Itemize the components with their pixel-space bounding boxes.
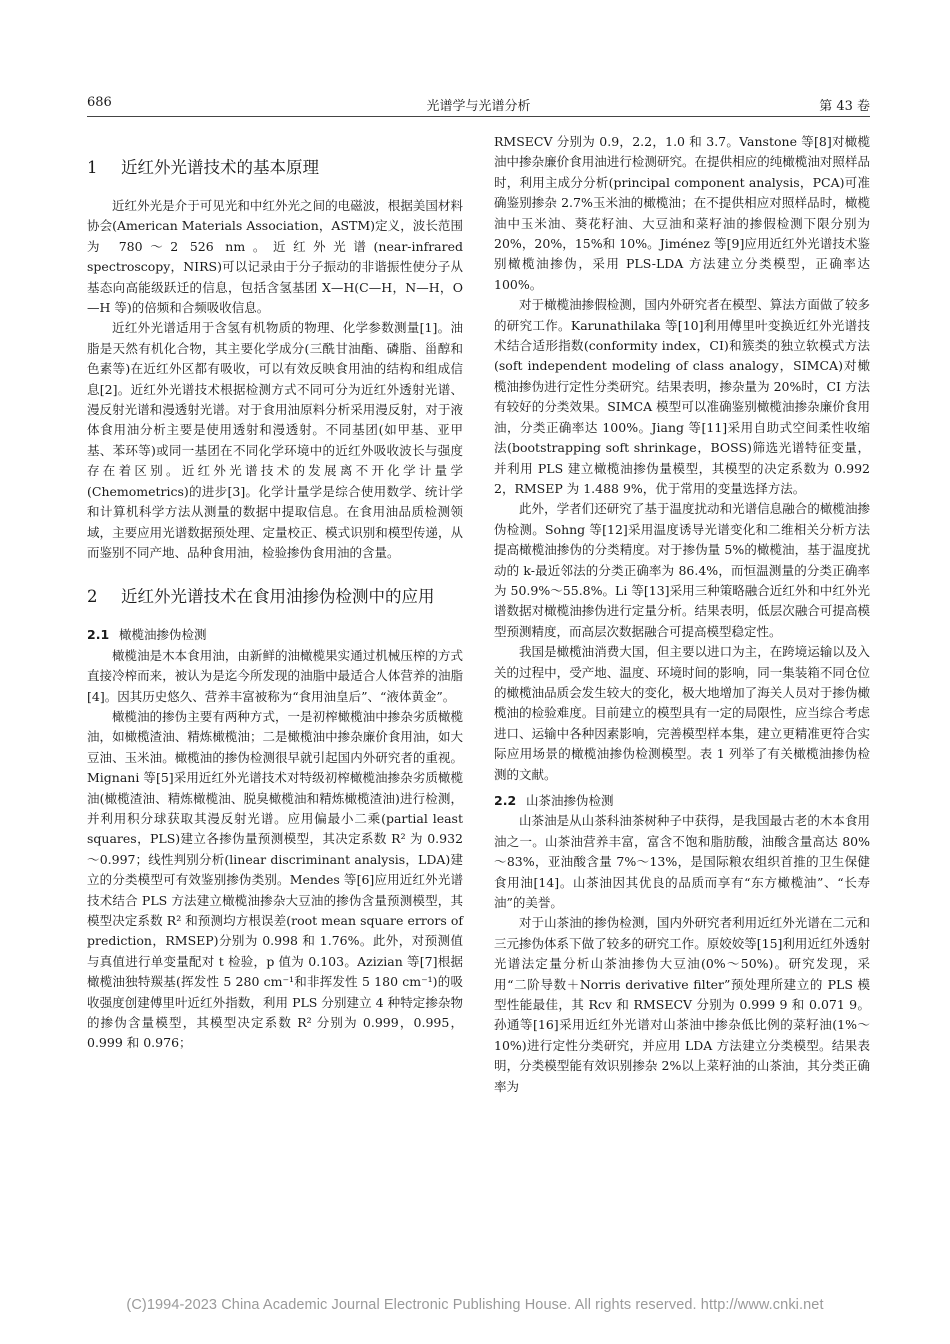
section-heading: [87, 583, 463, 611]
section-heading: [87, 154, 463, 182]
paragraph: 山茶油是从山茶科油茶树种子中获得，是我国最古老的木本食用油之一。山茶油营养丰富，富含不饱和脂肪酸，油酸含量高达 80%～83%，亚油酸含量 7%～13%，是国际粮农组织首推的卫生保健食用油[14]。山茶油因其优良的品质而享有“东方橄榄油”、“长寿油”的美誉。: [494, 813, 870, 911]
paragraph: 对于橄榄油掺假检测，国内外研究者在模型、算法方面做了较多的研究工作。Karunathilaka 等[10]利用傅里叶变换近红外光谱技术结合适形指数(conformity index，CI)和簇类的独立软模式方法(soft independent modeling of class analogy，SIMCA)对橄榄油掺伪进行定性分类研究。结果表明，掺杂量为 20%时，CI 方法有较好的分类效果。SIMCA 模型可以准确鉴别橄榄油掺杂廉价食用油，分类正确率达 100%。Jiang 等[11]采用自助式空间柔性收缩法(bootstrapping soft shrinkage，BOSS)筛选光谱特征变量，并利用 PLS 建立橄榄油掺伪量模型，其模型的决定系数为 0.992 2，RMSEP 为 1.488 9%，优于常用的变量选择方法。: [494, 297, 870, 496]
right-column: [494, 132, 870, 1097]
paragraph: 橄榄油是木本食用油，由新鲜的油橄榄果实通过机械压榨的方式直接冷榨而来，被认为是迄今所发现的油脂中最适合人体营养的油脂[4]。因其历史悠久、营养丰富被称为“食用油皇后”、“液体黄金”。: [87, 647, 463, 704]
running-header: [87, 92, 870, 117]
section-title: 近红外光谱技术在食用油掺伪检测中的应用: [121, 587, 435, 607]
paragraph: 我国是橄榄油消费大国，但主要以进口为主，在跨境运输以及入关的过程中，受产地、温度、环境时间的影响，同一集装箱不同仓位的橄榄油品质会发生较大的变化，极大地增加了海关人员对于掺伪橄榄油的检验难度。目前建立的模型具有一定的局限性，应当综合考虑进口、运输中各种因素影响，完善模型样本集，建立更精准更符合实际应用场景的橄榄油掺伪检测模型。表 1 列举了有关橄榄油掺伪检测的文献。: [494, 644, 870, 782]
section-number: 1: [87, 158, 98, 177]
page-number: 686: [87, 95, 112, 110]
section-title: 近红外光谱技术的基本原理: [121, 158, 319, 177]
volume-label: 第 43 卷: [819, 99, 870, 114]
subsection-number: 2.1: [87, 627, 110, 643]
paragraph: 橄榄油的掺伪主要有两种方式，一是初榨橄榄油中掺杂劣质橄榄油，如橄榄渣油、精炼橄榄油；二是橄榄油中掺杂廉价食用油，如大豆油、玉米油。橄榄油的掺伪检测很早就引起国内外研究者的重视。Mignani 等[5]采用近红外光谱技术对特级初榨橄榄油掺杂劣质橄榄油(橄榄渣油、精炼橄榄油、脱臭橄榄油和精炼橄榄渣油)进行检测，并利用积分球获取其漫反射光谱。应用偏最小二乘(partial least squares，PLS)建立各掺伪量预测模型，其决定系数 R² 为 0.932～0.997；线性判别分析(linear discriminant analysis，LDA)建立的分类模型可有效鉴别掺伪类别。Mendes 等[6]应用近红外光谱技术结合 PLS 方法建立橄榄油掺杂大豆油的掺伪含量预测模型，其模型决定系数 R² 和预测均方根误差(root mean square errors of prediction，RMSEP)分别为 0.998 和 1.76%。此外，对预测值与真值进行单变量配对 t 检验，p 值为 0.103。Azizian 等[7]根据橄榄油独特羰基(挥发性 5 280 cm⁻¹和非挥发性 5 180 cm⁻¹)的吸收强度创建傅里叶近红外指数，利用 PLS 分别建立 4 种特定掺杂物的掺伪含量模型，其模型决定系数 R² 分别为 0.999，0.995，0.999 和 0.976；: [87, 708, 463, 1051]
paragraph: 此外，学者们还研究了基于温度扰动和光谱信息融合的橄榄油掺伪检测。Sohng 等[12]采用温度诱导光谱变化和二维相关分析方法提高橄榄油掺伪的分类精度。对于掺伪量 5%的橄榄油，基于温度扰动的 k-最近邻法的分类正确率为 86.4%，而恒温测量的分类正确率为 50.9%～55.8%。Li 等[13]采用三种策略融合近红外和中红外光谱数据对橄榄油掺伪进行定量分析。结果表明，低层次融合可提高模型预测精度，而高层次数据融合可提高模型稳定性。: [494, 501, 870, 639]
subsection-heading: [494, 791, 870, 811]
paragraph: 近红外光是介于可见光和中红外光之间的电磁波，根据美国材料协会(American Materials Association，ASTM)定义，波长范围为 780～2 526 nm。近红外光谱(near-infrared spectroscopy，NIRS)可以记录由于分子振动的非谐振性使分子从基态向高能级跃迁的信息，包括含氢基团 X—H(C—H，N—H，O—H 等)的倍频和合频吸收信息。: [87, 198, 463, 316]
section-number: 2: [87, 587, 98, 607]
journal-title: 光谱学与光谱分析: [426, 99, 531, 114]
paragraph: RMSECV 分别为 0.9，2.2，1.0 和 3.7。Vanstone 等[8]对橄榄油中掺杂廉价食用油进行检测研究。在提供相应的纯橄榄油对照样品时，利用主成分分析(principal component analysis，PCA)可准确鉴别掺杂 2.7%玉米油的橄榄油；在不提供相应对照样品时，橄榄油中玉米油、葵花籽油、大豆油和菜籽油的掺假检测下限分别为 20%，20%，15%和 10%。Jiménez 等[9]应用近红外光谱技术鉴别橄榄油掺伪，采用 PLS-LDA 方法建立分类模型，正确率达 100%。: [494, 134, 870, 292]
paragraph: 近红外光谱适用于含氢有机物质的物理、化学参数测量[1]。油脂是天然有机化合物，其主要化学成分(三酰甘油酯、磷脂、甾醇和色素等)在近红外区都有吸收，可以有效反映食用油的结构和组成信息[2]。近红外光谱技术根据检测方式不同可分为近红外透射光谱、漫反射光谱和漫透射光谱。对于食用油原料分析采用漫反射，对于液体食用油分析主要是使用透射和漫透射。不同基团(如甲基、亚甲基、苯环等)或同一基团在不同化学环境中的近红外吸收波长与强度存在着区别。近红外光谱技术的发展离不开化学计量学(Chemometrics)的进步[3]。化学计量学是综合使用数学、统计学和计算机科学方法从测量的数据中提取信息。在食用油品质检测领域，主要应用光谱数据预处理、定量校正、模式识别和模型传递，从而鉴别不同产地、品种食用油，检验掺伪食用油的含量。: [87, 320, 463, 560]
subsection-heading: [87, 625, 463, 645]
left-column: [87, 132, 463, 1054]
subsection-title: 橄榄油掺伪检测: [119, 627, 207, 643]
paragraph: 对于山茶油的掺伪检测，国内外研究者利用近红外光谱在二元和三元掺伪体系下做了较多的研究工作。原姣姣等[15]利用近红外透射光谱法定量分析山茶油掺伪大豆油(0%～50%)。研究发现，采用“二阶导数＋Norris derivative filter”预处理所建立的 PLS 模型性能最佳，其 Rcv 和 RMSECV 分别为 0.999 9 和 0.071 9。孙通等[16]采用近红外光谱对山茶油中掺杂低比例的菜籽油(1%～10%)进行定性分类研究，并应用 LDA 方法建立分类模型。结果表明，分类模型能有效识别掺杂 2%以上菜籽油的山茶油，其分类正确率为: [494, 915, 870, 1094]
subsection-title: 山茶油掺伪检测: [526, 793, 614, 808]
subsection-number: 2.2: [494, 793, 517, 808]
copyright-footer: (C)1994-2023 China Academic Journal Electronic Publishing House. All rights reserved. http://www.cnki.net: [126, 1297, 824, 1313]
